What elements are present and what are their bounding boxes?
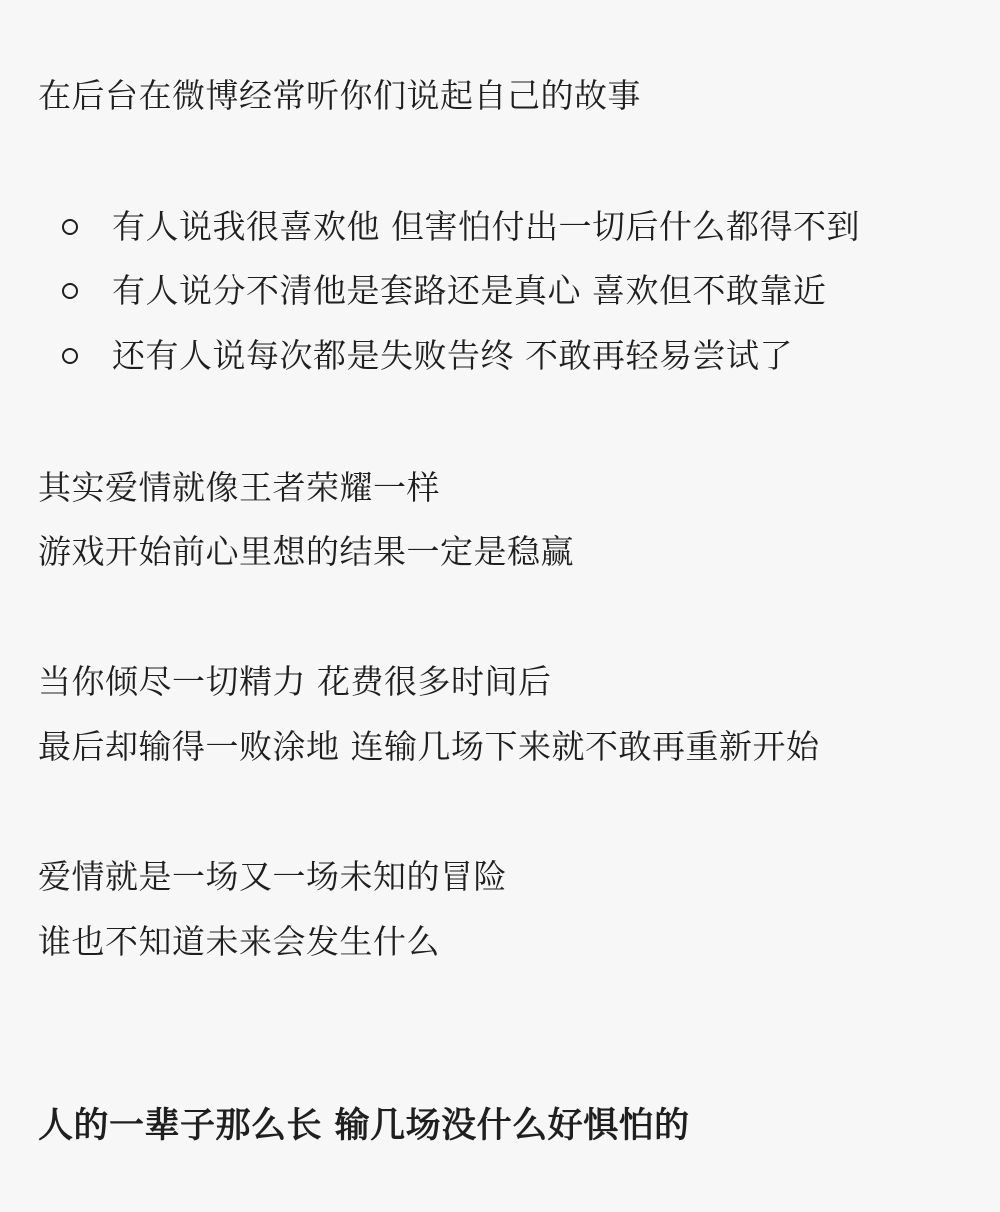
list-item (62, 271, 827, 311)
paragraph-line: 其实爱情就像王者荣耀一样 (38, 468, 440, 507)
hollow-circle-bullet-icon (62, 348, 78, 364)
paragraph-line: 游戏开始前心里想的结果一定是稳赢 (38, 532, 574, 571)
list-item (62, 207, 860, 247)
paragraph-line: 最后却输得一败涂地 连输几场下来就不敢再重新开始 (38, 727, 820, 766)
list-item-text: 有人说我很喜欢他 但害怕付出一切后什么都得不到 (112, 207, 860, 246)
paragraph-line: 爱情就是一场又一场未知的冒险 (38, 857, 507, 896)
intro-text: 在后台在微博经常听你们说起自己的故事 (38, 76, 641, 115)
closing-statement: 人的一辈子那么长 输几场没什么好惧怕的 (38, 1106, 690, 1146)
paragraph-line: 谁也不知道未来会发生什么 (38, 922, 440, 961)
list-item-text: 有人说分不清他是套路还是真心 喜欢但不敢靠近 (112, 271, 827, 310)
hollow-circle-bullet-icon (62, 219, 78, 235)
paragraph-line: 当你倾尽一切精力 花费很多时间后 (38, 662, 552, 701)
list-item-text: 还有人说每次都是失败告终 不敢再轻易尝试了 (112, 336, 793, 375)
list-item (62, 336, 793, 376)
hollow-circle-bullet-icon (62, 283, 78, 299)
